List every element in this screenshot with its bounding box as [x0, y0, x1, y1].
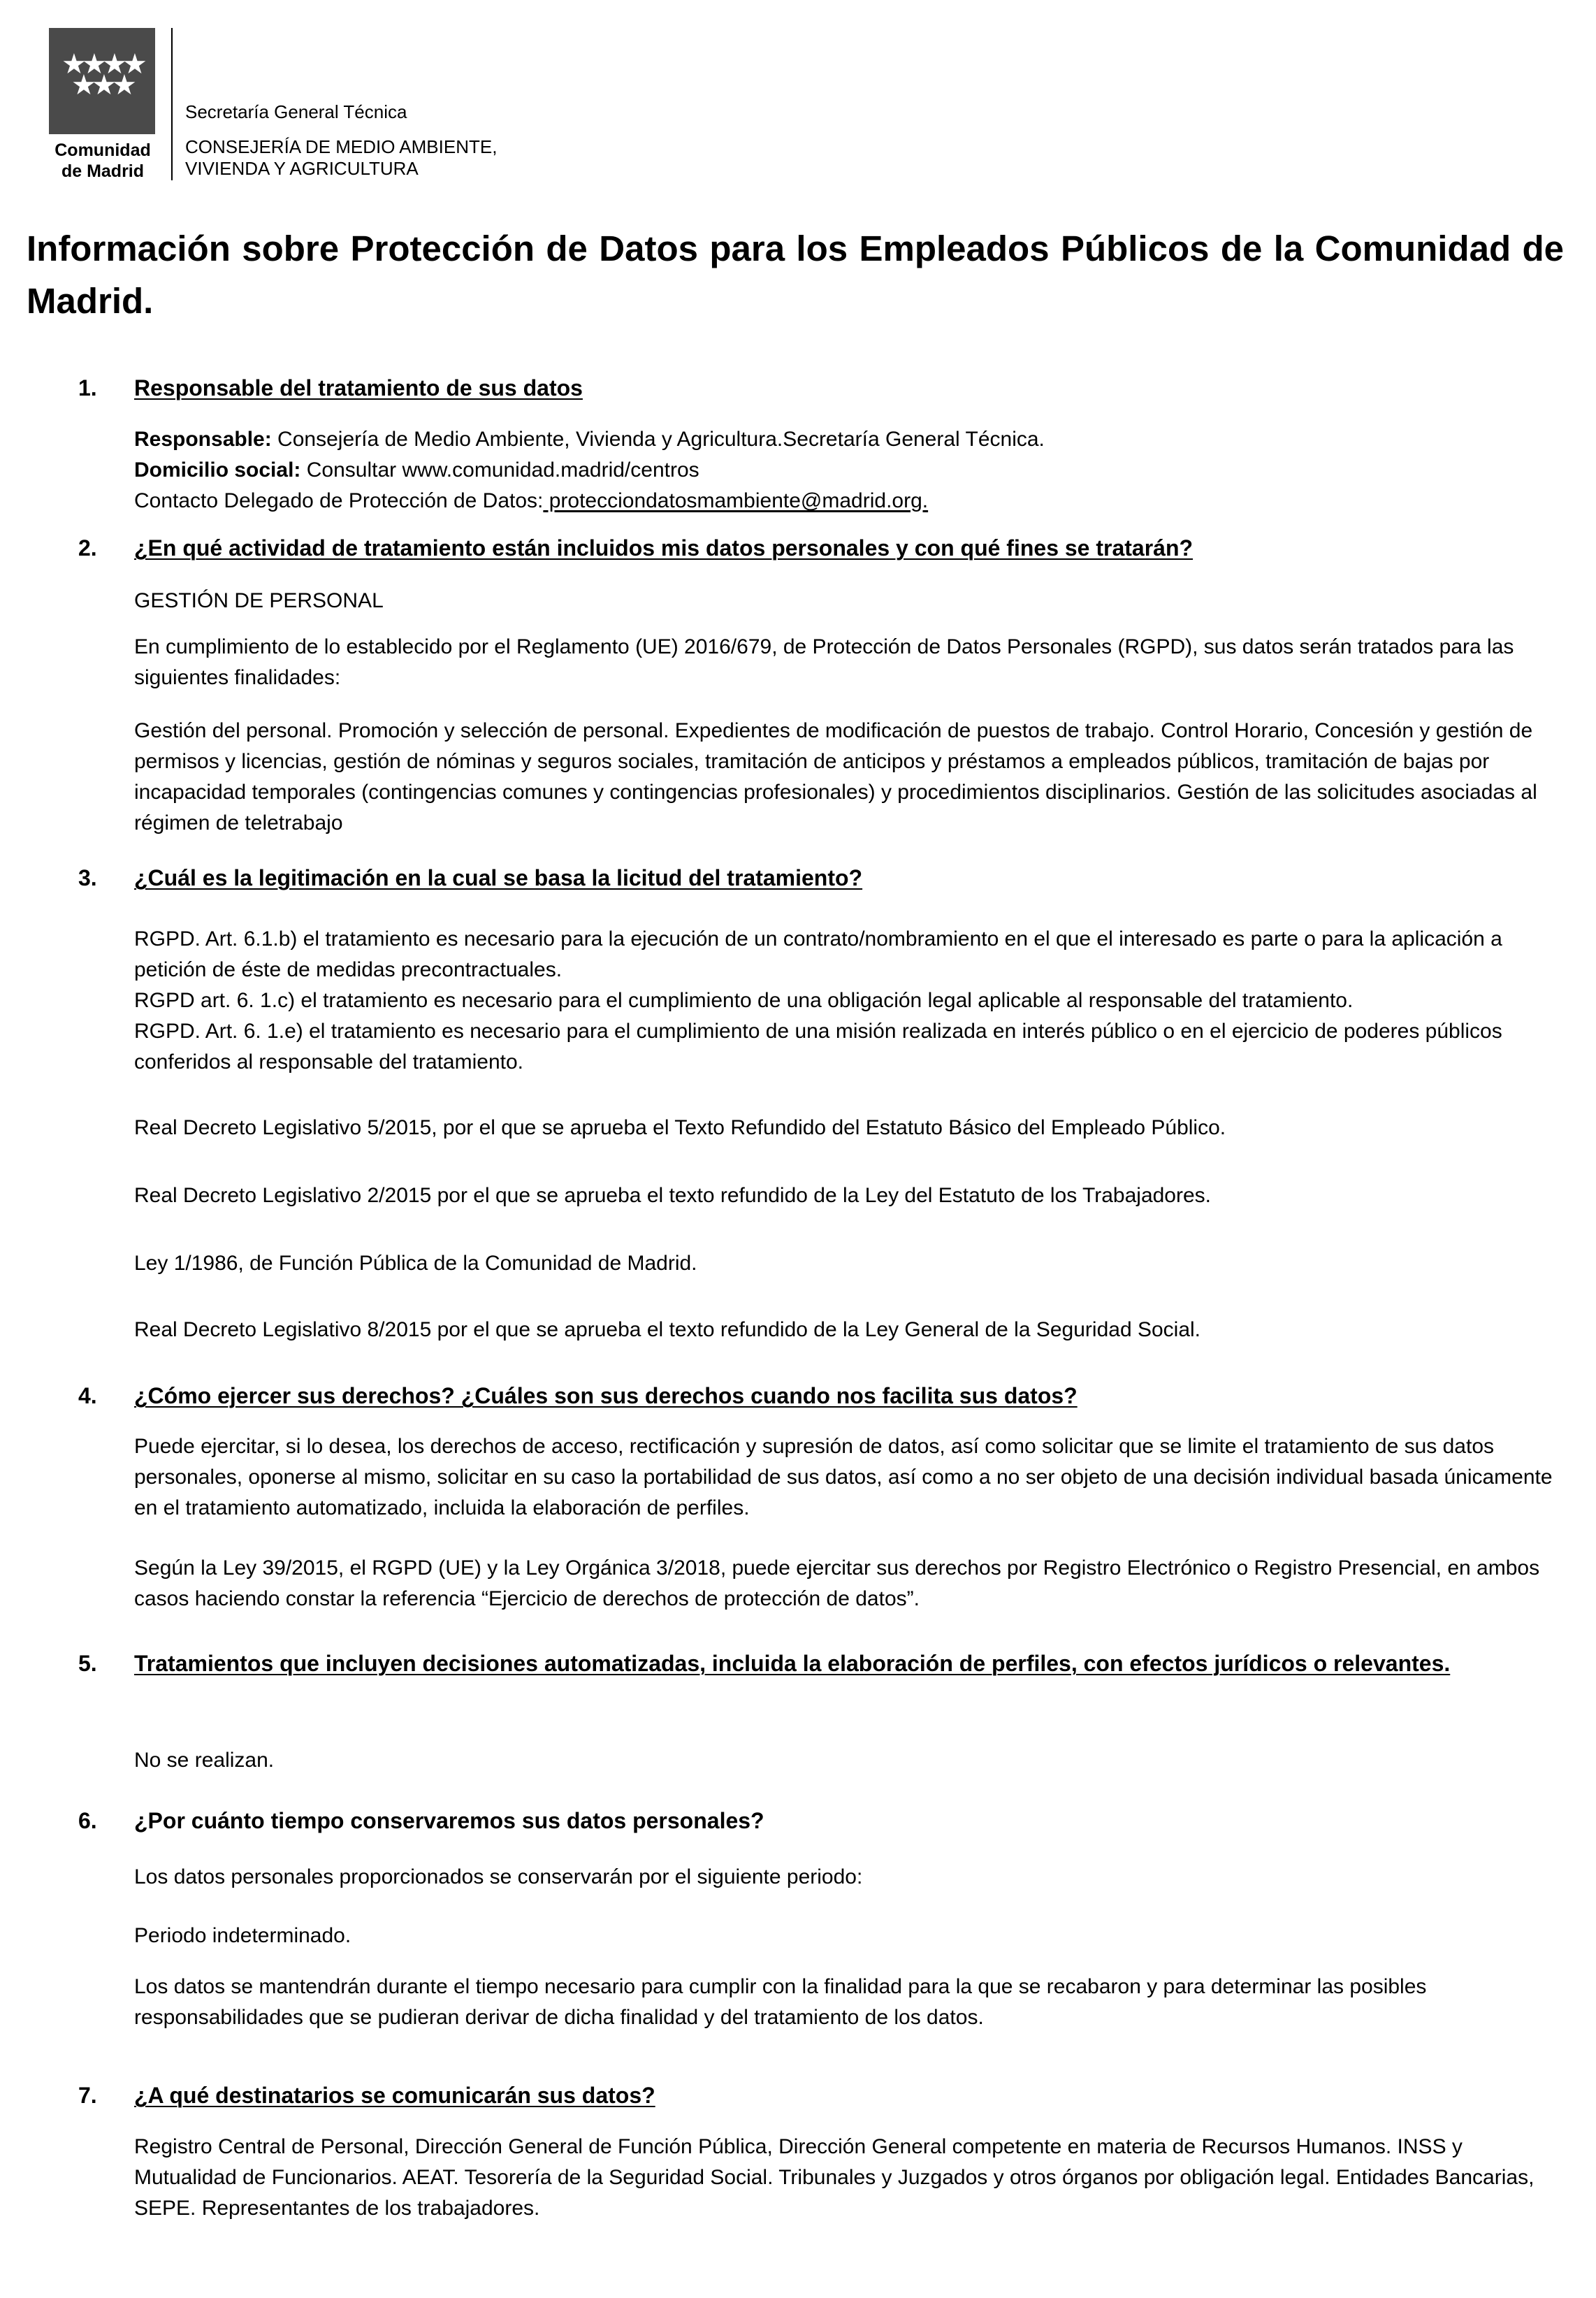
section-2-intro: En cumplimiento de lo establecido por el Reglamento (UE) 2016/679, de Protección de Datos Personales (RGPD), sus datos serán tratados para las siguientes finalidades:	[134, 635, 1514, 689]
section-7-number: 7.	[78, 2083, 97, 2108]
section-4-how-to-exercise: Según la Ley 39/2015, el RGPD (UE) y la Ley Orgánica 3/2018, puede ejercitar sus derechos por Registro Electrónico o Registro Presencial, en ambos casos haciendo constar la referencia “Ejercicio de derechos de protección de datos”.	[134, 1556, 1540, 1610]
consejeria-line-2: VIVIENDA Y AGRICULTURA	[185, 158, 419, 179]
section-7-recipients: Registro Central de Personal, Dirección General de Función Pública, Dirección General competente en materia de Recursos Humanos. INSS y Mutualidad de Funcionarios. AEAT. Tesorería de la Seguridad Social. Tribunales y Juzgados y otros órganos por obligación legal. Entidades Bancarias, SEPE. Representantes de los trabajadores.	[134, 2135, 1535, 2220]
section-6-detail: Los datos se mantendrán durante el tiempo necesario para cumplir con la finalidad para la que se recabaron y para determinar las posibles responsabilidades que se pudieran derivar de dicha finalidad y del tratamiento de los datos.	[134, 1975, 1427, 2029]
section-2-number: 2.	[78, 535, 97, 561]
section-4-rights: Puede ejercitar, si lo desea, los derechos de acceso, rectificación y supresión de datos, así como solicitar que se limite el tratamiento de sus datos personales, oponerse al mismo, solicitar en su caso la portabilidad de sus datos, así como a no ser objeto de una decisión individual basada únicamente en el tratamiento automatizado, incluida la elaboración de perfiles.	[134, 1435, 1553, 1519]
domicilio-value: Consultar www.comunidad.madrid/centros	[300, 458, 699, 482]
domicilio-line	[134, 455, 1563, 486]
legal-basis-art-6-1-c: RGPD art. 6. 1.c) el tratamiento es necesario para el cumplimiento de una obligación legal aplicable al responsable del tratamiento.	[134, 989, 1354, 1012]
consejeria-label	[185, 136, 497, 180]
logo-line-2: de Madrid	[61, 161, 145, 181]
section-5-number: 5.	[78, 1651, 97, 1676]
section-3-number: 3.	[78, 865, 97, 890]
section-7-heading: ¿A qué destinatarios se comunicarán sus datos?	[134, 2083, 655, 2108]
law-rdl-5-2015: Real Decreto Legislativo 5/2015, por el que se aprueba el Texto Refundido del Estatuto Básico del Empleado Público.	[134, 1116, 1226, 1139]
star-icon: ★	[82, 48, 107, 80]
legal-basis-art-6-1-e: RGPD. Art. 6. 1.e) el tratamiento es necesario para el cumplimiento de una misión realizada en interés público o en el ejercicio de poderes públicos conferidos al responsable del tratamiento.	[134, 1020, 1502, 1074]
law-rdl-2-2015: Real Decreto Legislativo 2/2015 por el que se aprueba el texto refundido de la Ley del Estatuto de los Trabajadores.	[134, 1184, 1212, 1207]
header-divider	[171, 28, 173, 180]
section-6-intro: Los datos personales proporcionados se conservarán por el siguiente periodo:	[134, 1865, 863, 1888]
section-6-period: Periodo indeterminado.	[134, 1924, 351, 1947]
logo-text	[48, 140, 158, 182]
logo-line-1: Comunidad	[55, 140, 151, 160]
legal-basis-art-6-1-b: RGPD. Art. 6.1.b) el tratamiento es necesario para la ejecución de un contrato/nombramiento en el que el interesado es parte o para la aplicación a petición de éste de medidas precontractuales.	[134, 927, 1502, 981]
section-4-number: 4.	[78, 1383, 97, 1408]
section-6-heading: ¿Por cuánto tiempo conservaremos sus datos personales?	[134, 1808, 764, 1833]
secretaria-label: Secretaría General Técnica	[185, 101, 407, 122]
section-1-heading: Responsable del tratamiento de sus datos	[134, 375, 583, 400]
law-rdl-8-2015: Real Decreto Legislativo 8/2015 por el que se aprueba el texto refundido de la Ley General de la Seguridad Social.	[134, 1318, 1201, 1341]
star-icon: ★	[122, 48, 147, 80]
section-4-heading: ¿Cómo ejercer sus derechos? ¿Cuáles son sus derechos cuando nos facilita sus datos?	[134, 1383, 1078, 1408]
section-5-heading: Tratamientos que incluyen decisiones automatizadas, incluida la elaboración de perfiles, con efectos jurídicos o relevantes.	[134, 1651, 1451, 1676]
star-icon: ★	[102, 48, 127, 80]
contacto-label: Contacto Delegado de Protección de Datos:	[134, 489, 544, 512]
comunidad-madrid-logo	[49, 28, 155, 134]
contacto-line	[134, 486, 1563, 516]
section-6-number: 6.	[78, 1808, 97, 1833]
section-5-body: No se realizan.	[134, 1749, 275, 1772]
section-2-activity: GESTIÓN DE PERSONAL	[134, 589, 384, 612]
star-icon: ★	[61, 48, 87, 80]
section-3-legal-basis	[134, 924, 1563, 1078]
contacto-email-link[interactable]: protecciondatosmambiente@madrid.org.	[543, 489, 929, 512]
section-2-purposes: Gestión del personal. Promoción y selección de personal. Expedientes de modificación de puestos de trabajo. Control Horario, Concesión y gestión de permisos y licencias, gestión de nóminas y seguros sociales, tramitación de anticipos y préstamos a empleados públicos, tramitación de bajas por incapacidad temporales (contingencias comunes y contingencias profesionales) y procedimientos disciplinarios. Gestión de las solicitudes asociadas al régimen de teletrabajo	[134, 719, 1537, 834]
section-1-number: 1.	[78, 375, 97, 400]
star-icon: ★	[112, 69, 137, 101]
responsable-value: Consejería de Medio Ambiente, Vivienda y Agricultura.Secretaría General Técnica.	[271, 428, 1045, 451]
domicilio-label: Domicilio social:	[134, 458, 301, 482]
section-1-body	[134, 424, 1563, 516]
page-title: Información sobre Protección de Datos para los Empleados Públicos de la Comunidad de Madrid.	[27, 229, 1564, 321]
star-icon: ★	[71, 69, 96, 101]
star-icon: ★	[92, 69, 117, 101]
responsable-label: Responsable:	[134, 428, 272, 451]
section-3-heading: ¿Cuál es la legitimación en la cual se basa la licitud del tratamiento?	[134, 865, 863, 890]
law-ley-1-1986: Ley 1/1986, de Función Pública de la Comunidad de Madrid.	[134, 1252, 697, 1275]
section-2-heading: ¿En qué actividad de tratamiento están incluidos mis datos personales y con qué fines se tratarán?	[134, 535, 1194, 561]
consejeria-line-1: CONSEJERÍA DE MEDIO AMBIENTE,	[185, 136, 498, 157]
responsable-line	[134, 424, 1563, 455]
